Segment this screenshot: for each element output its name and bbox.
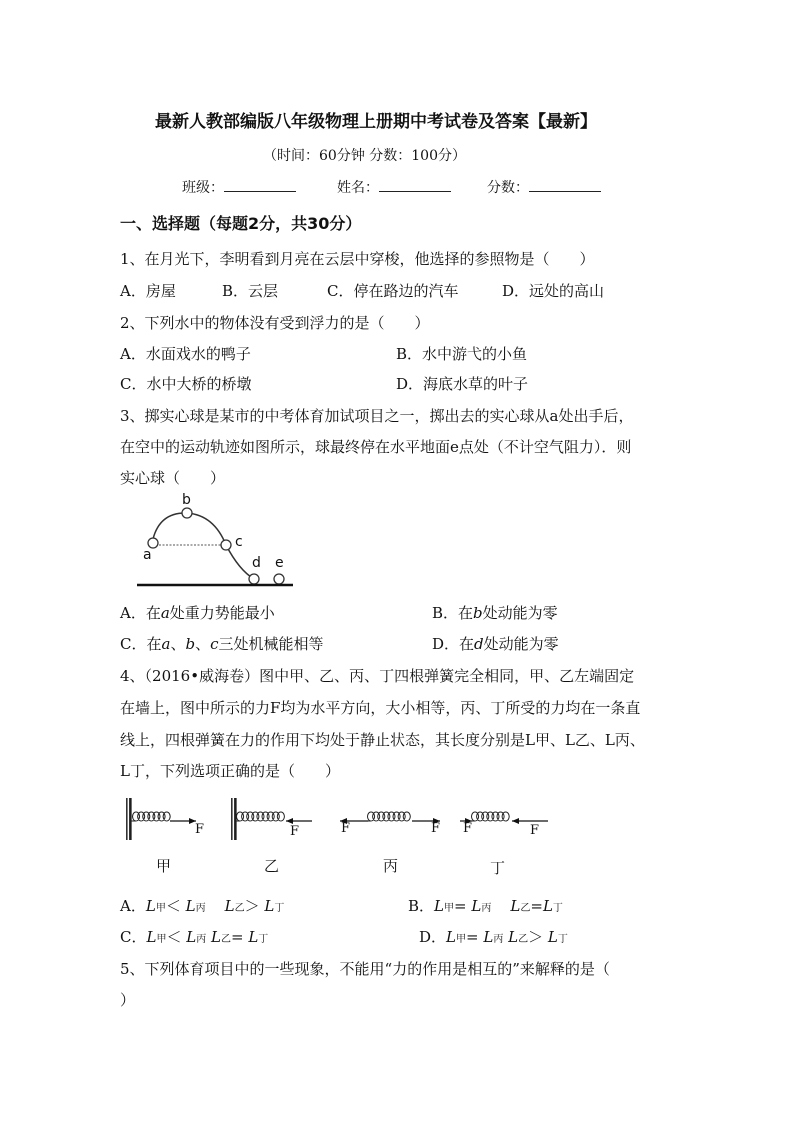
q4d-sub3: 乙 bbox=[518, 934, 529, 945]
spring-bing bbox=[368, 812, 411, 821]
q4-option-c[interactable] bbox=[120, 926, 268, 947]
q1-option-c[interactable]: C．停在路边的汽车 bbox=[327, 282, 459, 300]
question-4-stem-line4: L丁，下列选项正确的是（ ） bbox=[120, 762, 340, 780]
q4d-l2: L bbox=[483, 928, 494, 946]
q3c-var2: b bbox=[185, 635, 196, 653]
q4c-sub2: 丙 bbox=[196, 934, 207, 945]
force-label-bing-left: F bbox=[341, 821, 351, 836]
q3c-var1: a bbox=[161, 635, 171, 653]
label-e: e bbox=[275, 555, 284, 571]
question-4-stem-line3: 线上，四根弹簧在力的作用下均处于静止状态，其长度分别是L甲、L乙、L丙、 bbox=[120, 731, 645, 749]
section-title: 一、选择题（每题2分，共30分） bbox=[120, 214, 362, 233]
time-info: （时间：60分钟 分数：100分） bbox=[263, 148, 466, 164]
q3a-var: a bbox=[160, 604, 170, 622]
q4c-op2: = bbox=[230, 928, 244, 946]
q4c-l3: L bbox=[211, 928, 221, 946]
label-b: b bbox=[182, 492, 191, 508]
q3a-text: 处重力势能最小 bbox=[169, 604, 275, 622]
q4b-op1: = bbox=[454, 897, 467, 915]
force-label-yi: F bbox=[290, 824, 300, 839]
question-3-stem-line3: 实心球（ ） bbox=[120, 469, 226, 487]
force-label-jia: F bbox=[195, 822, 205, 837]
label-d: d bbox=[252, 555, 261, 571]
q4c-sub1: 甲 bbox=[156, 934, 167, 945]
spring-yi bbox=[236, 812, 284, 821]
q4b-prefix: B． bbox=[408, 897, 435, 915]
q4b-sub3: 乙 bbox=[520, 903, 531, 914]
q4a-l3: L bbox=[224, 897, 235, 915]
q4-option-d[interactable] bbox=[419, 926, 568, 947]
q4b-l2: L bbox=[471, 897, 482, 915]
q2-option-c[interactable]: C．水中大桥的桥墩 bbox=[120, 375, 252, 393]
q3d-var: d bbox=[474, 635, 484, 653]
spring-ding bbox=[472, 812, 510, 821]
q4d-l3: L bbox=[508, 928, 519, 946]
q4a-op2: ＞ bbox=[244, 897, 260, 915]
q4d-sub4: 丁 bbox=[557, 934, 568, 945]
page-title: 最新人教部编版八年级物理上册期中考试卷及答案【最新】 bbox=[155, 112, 597, 132]
question-5-stem-line2: ） bbox=[120, 991, 136, 1009]
question-1-stem: 1、在月光下，李明看到月亮在云层中穿梭，他选择的参照物是（ ） bbox=[120, 250, 595, 268]
wall-jia bbox=[125, 798, 131, 840]
q3b-text: 处动能为零 bbox=[482, 604, 558, 622]
question-4-stem-line1: 4、（2016•威海卷）图中甲、乙、丙、丁四根弹簧完全相同，甲、乙左端固定 bbox=[120, 667, 635, 685]
q3a-prefix: A．在 bbox=[120, 604, 161, 622]
q4b-op2: = bbox=[530, 897, 543, 915]
q4a-l1: L bbox=[145, 897, 156, 915]
force-label-ding-right: F bbox=[530, 823, 540, 838]
q3b-prefix: B．在 bbox=[432, 604, 474, 622]
force-label-bing-right: F bbox=[431, 821, 441, 836]
q3c-sep1: 、 bbox=[170, 635, 186, 653]
name-label: 姓名： bbox=[337, 180, 379, 196]
q1-option-d[interactable]: D．远处的高山 bbox=[502, 282, 605, 300]
q4b-sub2: 丙 bbox=[481, 903, 492, 914]
q2-option-d[interactable]: D．海底水草的叶子 bbox=[396, 375, 529, 393]
q4d-prefix: D． bbox=[419, 928, 447, 946]
q4c-prefix: C． bbox=[120, 928, 147, 946]
q4b-sub1: 甲 bbox=[444, 903, 454, 914]
q1-option-b[interactable]: B．云层 bbox=[222, 282, 279, 300]
q4a-sub1: 甲 bbox=[155, 903, 166, 914]
q3b-var: b bbox=[473, 604, 483, 622]
question-3-stem-line2: 在空中的运动轨迹如图所示，球最终停在水平地面e点处（不计空气阻力）．则 bbox=[120, 438, 632, 456]
q3c-sep2: 、 bbox=[195, 635, 211, 653]
spring-jia bbox=[131, 812, 170, 821]
spring-label-ding: 丁 bbox=[490, 859, 506, 877]
q4a-l2: L bbox=[185, 897, 196, 915]
q4c-l1: L bbox=[146, 928, 157, 946]
q2-option-a[interactable]: A．水面戏水的鸭子 bbox=[120, 345, 251, 363]
spring-label-bing: 丙 bbox=[383, 857, 399, 875]
q4a-l4: L bbox=[264, 897, 275, 915]
q4-option-a[interactable] bbox=[120, 895, 284, 916]
spring-label-jia: 甲 bbox=[156, 857, 172, 875]
q4b-l4: L bbox=[542, 897, 553, 915]
q4a-op1: ＜ bbox=[165, 897, 181, 915]
q3c-prefix: C．在 bbox=[120, 635, 162, 653]
wall-yi bbox=[230, 798, 236, 840]
question-4-stem-line2: 在墙上，图中所示的力F均为水平方向，大小相等，丙、丁所受的力均在一条直 bbox=[120, 699, 641, 717]
spring-label-yi: 乙 bbox=[264, 857, 280, 875]
q4b-l3: L bbox=[510, 897, 521, 915]
score-label: 分数： bbox=[487, 180, 529, 196]
q4b-l1: L bbox=[434, 897, 444, 915]
q4a-sub2: 丙 bbox=[195, 903, 206, 914]
q3c-text: 三处机械能相等 bbox=[218, 635, 324, 653]
q4c-op1: ＜ bbox=[166, 928, 182, 946]
q3d-prefix: D．在 bbox=[432, 635, 475, 653]
q4a-sub4: 丁 bbox=[274, 903, 285, 914]
q3d-text: 处动能为零 bbox=[483, 635, 559, 653]
q4d-l4: L bbox=[547, 928, 558, 946]
force-label-ding-left: F bbox=[463, 821, 473, 836]
q4d-op1: = bbox=[466, 928, 479, 946]
q4c-l2: L bbox=[186, 928, 197, 946]
question-5-stem-line1: 5、下列体育项目中的一些现象，不能用“力的作用是相互的”来解释的是（ bbox=[120, 960, 610, 978]
q4c-sub3: 乙 bbox=[220, 934, 231, 945]
question-3-stem-line1: 3、掷实心球是某市的中考体育加试项目之一，掷出去的实心球从a处出手后， bbox=[120, 407, 634, 425]
q4d-sub1: 甲 bbox=[456, 934, 466, 945]
class-label: 班级： bbox=[182, 180, 224, 196]
label-c: c bbox=[235, 534, 243, 550]
q4c-sub4: 丁 bbox=[258, 934, 269, 945]
q4b-sub4: 丁 bbox=[552, 903, 563, 914]
q4a-sub3: 乙 bbox=[234, 903, 245, 914]
q4c-l4: L bbox=[248, 928, 259, 946]
q4d-sub2: 丙 bbox=[493, 934, 504, 945]
q1-option-a[interactable]: A．房屋 bbox=[120, 282, 176, 300]
label-a: a bbox=[143, 547, 152, 563]
question-2-stem: 2、下列水中的物体没有受到浮力的是（ ） bbox=[120, 314, 430, 332]
q3c-var3: c bbox=[210, 635, 219, 653]
q4-option-b[interactable] bbox=[408, 895, 563, 916]
q4a-prefix: A． bbox=[120, 897, 146, 915]
q4d-l1: L bbox=[446, 928, 456, 946]
q4d-op2: ＞ bbox=[528, 928, 544, 946]
q2-option-b[interactable]: B．水中游弋的小鱼 bbox=[396, 345, 528, 363]
